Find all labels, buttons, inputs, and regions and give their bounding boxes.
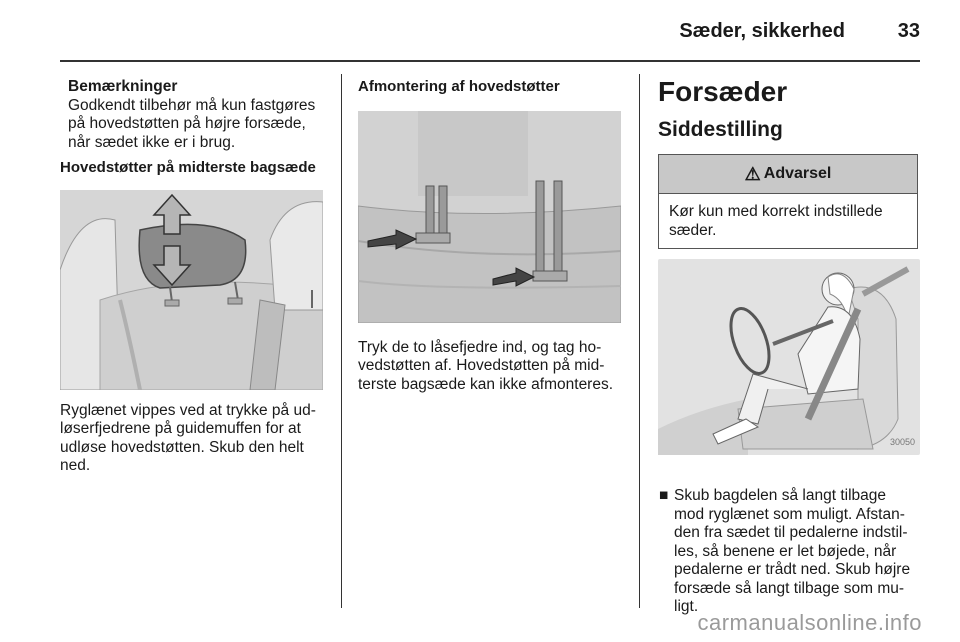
column-middle bbox=[358, 74, 623, 394]
watermark: carmanualsonline.info bbox=[697, 610, 922, 635]
bullet-square-icon: ■ bbox=[659, 487, 669, 504]
body-text: Ryglænet vippes ved at trykke på ud-løserfjedrene på guidemuffen for at udløse hovedstøtten. Skub den helt ned. bbox=[60, 401, 316, 474]
watermark-bar bbox=[0, 600, 960, 642]
seating-position-illustration bbox=[658, 259, 920, 469]
instruction-list bbox=[658, 487, 920, 617]
warning-title: Advarsel bbox=[763, 165, 832, 182]
list-item-text: Skub bagdelen så langt tilbage mod ryglænet som muligt. Afstan-den fra sædet til pedalerne indstil-les, så benene er let bøjede, når pedalerne er trådt ned. Skub højre forsæde så langt tilbage som mu-ligt. bbox=[674, 487, 911, 615]
warning-text: Kør kun med korrekt indstillede sæder. bbox=[669, 203, 883, 239]
page-title: Sæder, sikkerhed bbox=[679, 20, 845, 42]
illustration-code: 30050 bbox=[890, 437, 916, 447]
note-text: Godkendt tilbehør må kun fastgøres på hovedstøtten på højre forsæde, når sædet ikke er i brug. bbox=[68, 96, 316, 151]
section-subtitle: Siddestilling bbox=[658, 118, 783, 141]
seating-position-drawing bbox=[658, 259, 920, 469]
headrest-removal-drawing bbox=[358, 111, 621, 323]
list-item bbox=[659, 487, 920, 617]
headrest-drawing bbox=[60, 190, 323, 390]
warning-header bbox=[659, 155, 917, 194]
header-rule bbox=[60, 60, 920, 62]
warning-triangle-icon: ⚠ bbox=[744, 163, 761, 184]
warning-box bbox=[658, 154, 918, 249]
column-left bbox=[60, 74, 328, 476]
headrest-removal-illustration bbox=[358, 111, 621, 323]
section-title: Forsæder bbox=[658, 76, 788, 107]
headrest-illustration bbox=[60, 190, 323, 390]
section-heading: Hovedstøtter på midterste bagsæde bbox=[60, 159, 316, 176]
column-divider bbox=[639, 74, 640, 608]
page-number: 33 bbox=[897, 20, 920, 42]
note-heading: Bemærkninger bbox=[68, 78, 178, 95]
page-header bbox=[0, 0, 960, 62]
column-right bbox=[658, 74, 920, 617]
column-divider bbox=[341, 74, 342, 608]
body-text: Tryk de to låsefjedre ind, og tag ho-vedstøtten af. Hovedstøtten på mid-terste bagsæde kan ikke afmonteres. bbox=[358, 338, 614, 393]
note-block bbox=[60, 78, 328, 152]
section-heading: Afmontering af hovedstøtter bbox=[358, 78, 560, 95]
